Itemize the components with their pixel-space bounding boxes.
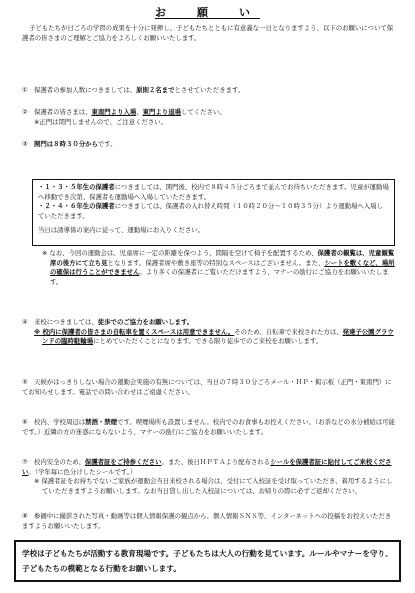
section-3-heading: ③ 開門は８時３０分からです。 (22, 140, 117, 148)
box-guidance: 当日は誘導係の案内に従って、運動場にお入りください。 (38, 226, 205, 235)
section-1: ① 保護者の参加人数につきましては、原則２名までとさせていただきます。 (22, 86, 245, 94)
section-3-note: ※ なお、今回の運動会は、児童席に一定の距離を保つよう、間隔を空けて椅子を配置するため、保護者の観覧は、児童観覧席の後方にて立ち見となります。保護者席や敷き座等の特別なスペースはございません。また、シートを敷くなど、場所の確保は行うことができません。より多くの保護者にご覧いただけますよう、マナーの励行にご協力をお願いいたします。 (42, 249, 395, 286)
section-4-note: ※ 校内に保護者の皆さまの自転車を置くスペースは用意できません。そのため、自転車で来校された方は、発達子公園グラウンドの臨時駐輪場にとめていただくことになります。できる限り徒歩でのご来校をお願いします。 (34, 327, 394, 346)
closing-message: 学校は子どもたちが活動する教育現場です。子どもたちは大人の行動を見ています。ルールやマナーを守り、子どもたちの模範となる行動をお願いします。 (22, 549, 393, 573)
section-2-note: ※正門は閉門しませんので、ご注意ください。 (34, 117, 168, 126)
section-5: ⑤ 天候がはっきりしない場合の運動会実施の有無については、当日の７時３０分ごろメール・ＨＰ・掲示板（正門・東南門）にてお知らせします。電話での問い合わせはご遠慮ください。 (22, 378, 392, 396)
section-7-note: ※ 保護者証をお持ちでないご家族が運動会当日来校される場合は、受付にて入校証を受け取っていただき、着用するようにしていただきますようお願いします。なお当日貸し出した入校証については、お帰りの際に必ずご返却ください。 (34, 477, 393, 495)
section-2: ② 保護者の皆さまは、東南門より入場、東門より退場してください。 ※正門は閉門しませんので、ご注意ください。 (22, 108, 395, 127)
closing-message-box (14, 540, 401, 582)
section-7: ⑦ 校内安全のため、保護者証をご持参ください。また、後日ＨＰＴＡより配布されるシールを保護者証に貼付してご来校ください。（学年毎に色分けしたシールです。） ※ 保護者証をお持ちでないご家族が運動会当日来校される場合は、受付にて入校証を受け取っていただき、着用するようにしていただきますようお願いします。なお当日貸し出した入校証については、お帰りの際に必ずご返却ください。 (22, 458, 395, 496)
section-4: ④ 来校につきましては、徒歩でのご協力をお願いします。 ※ 校内に保護者の皆さまの自転車を置くスペースは用意できません。そのため、自転車で来校された方は、発達子公園グラウンドの臨時駐輪場にとめていただくことになります。できる限り徒歩でのご来校をお願いします。 (22, 318, 394, 346)
section-8: ⑧ 参観中に撮影された写真・動画等は個人情報保護の観点から、個人情報ＳＮＳ等、インターネットへの投稿をお控えいただきますようお願いいたします。 (22, 512, 392, 530)
section-6: ⑥ 校内、学校周辺は禁酒・禁煙です。喫煙場所も設置しません。校内でのお食事もお控えください。（お茶などの水分補給は可能です。）近隣の方の迷惑にならないよう、マナーの励行にご協力をお願いいたします。 (22, 418, 395, 436)
intro-paragraph: 子どもたちが日ごろの学習の成果を十分に発揮し、子どもたちとともに有意義な一日となりますよう、以下のお願いについて保護者の皆さまのご理解とご協力をよろしくお願いいたします。 (22, 24, 394, 42)
entry-schedule-box (32, 179, 395, 246)
page-title: お 願 い (155, 6, 260, 19)
box-item-even-grades: ・２・４・６年生の保護者につきましては、保護者の入れ替え時間（１０時２０分～１０時３５分）より運動場へ入場していただきます。 (38, 202, 383, 220)
box-item-odd-grades: ・１・３・５年生の保護者につきましては、開門後、校内で８時４５分ごろまで並んでお待ちいただきます。児童が運動場へ移動でき次第、保護者も運動場へ入場していただきます。 (38, 183, 389, 201)
